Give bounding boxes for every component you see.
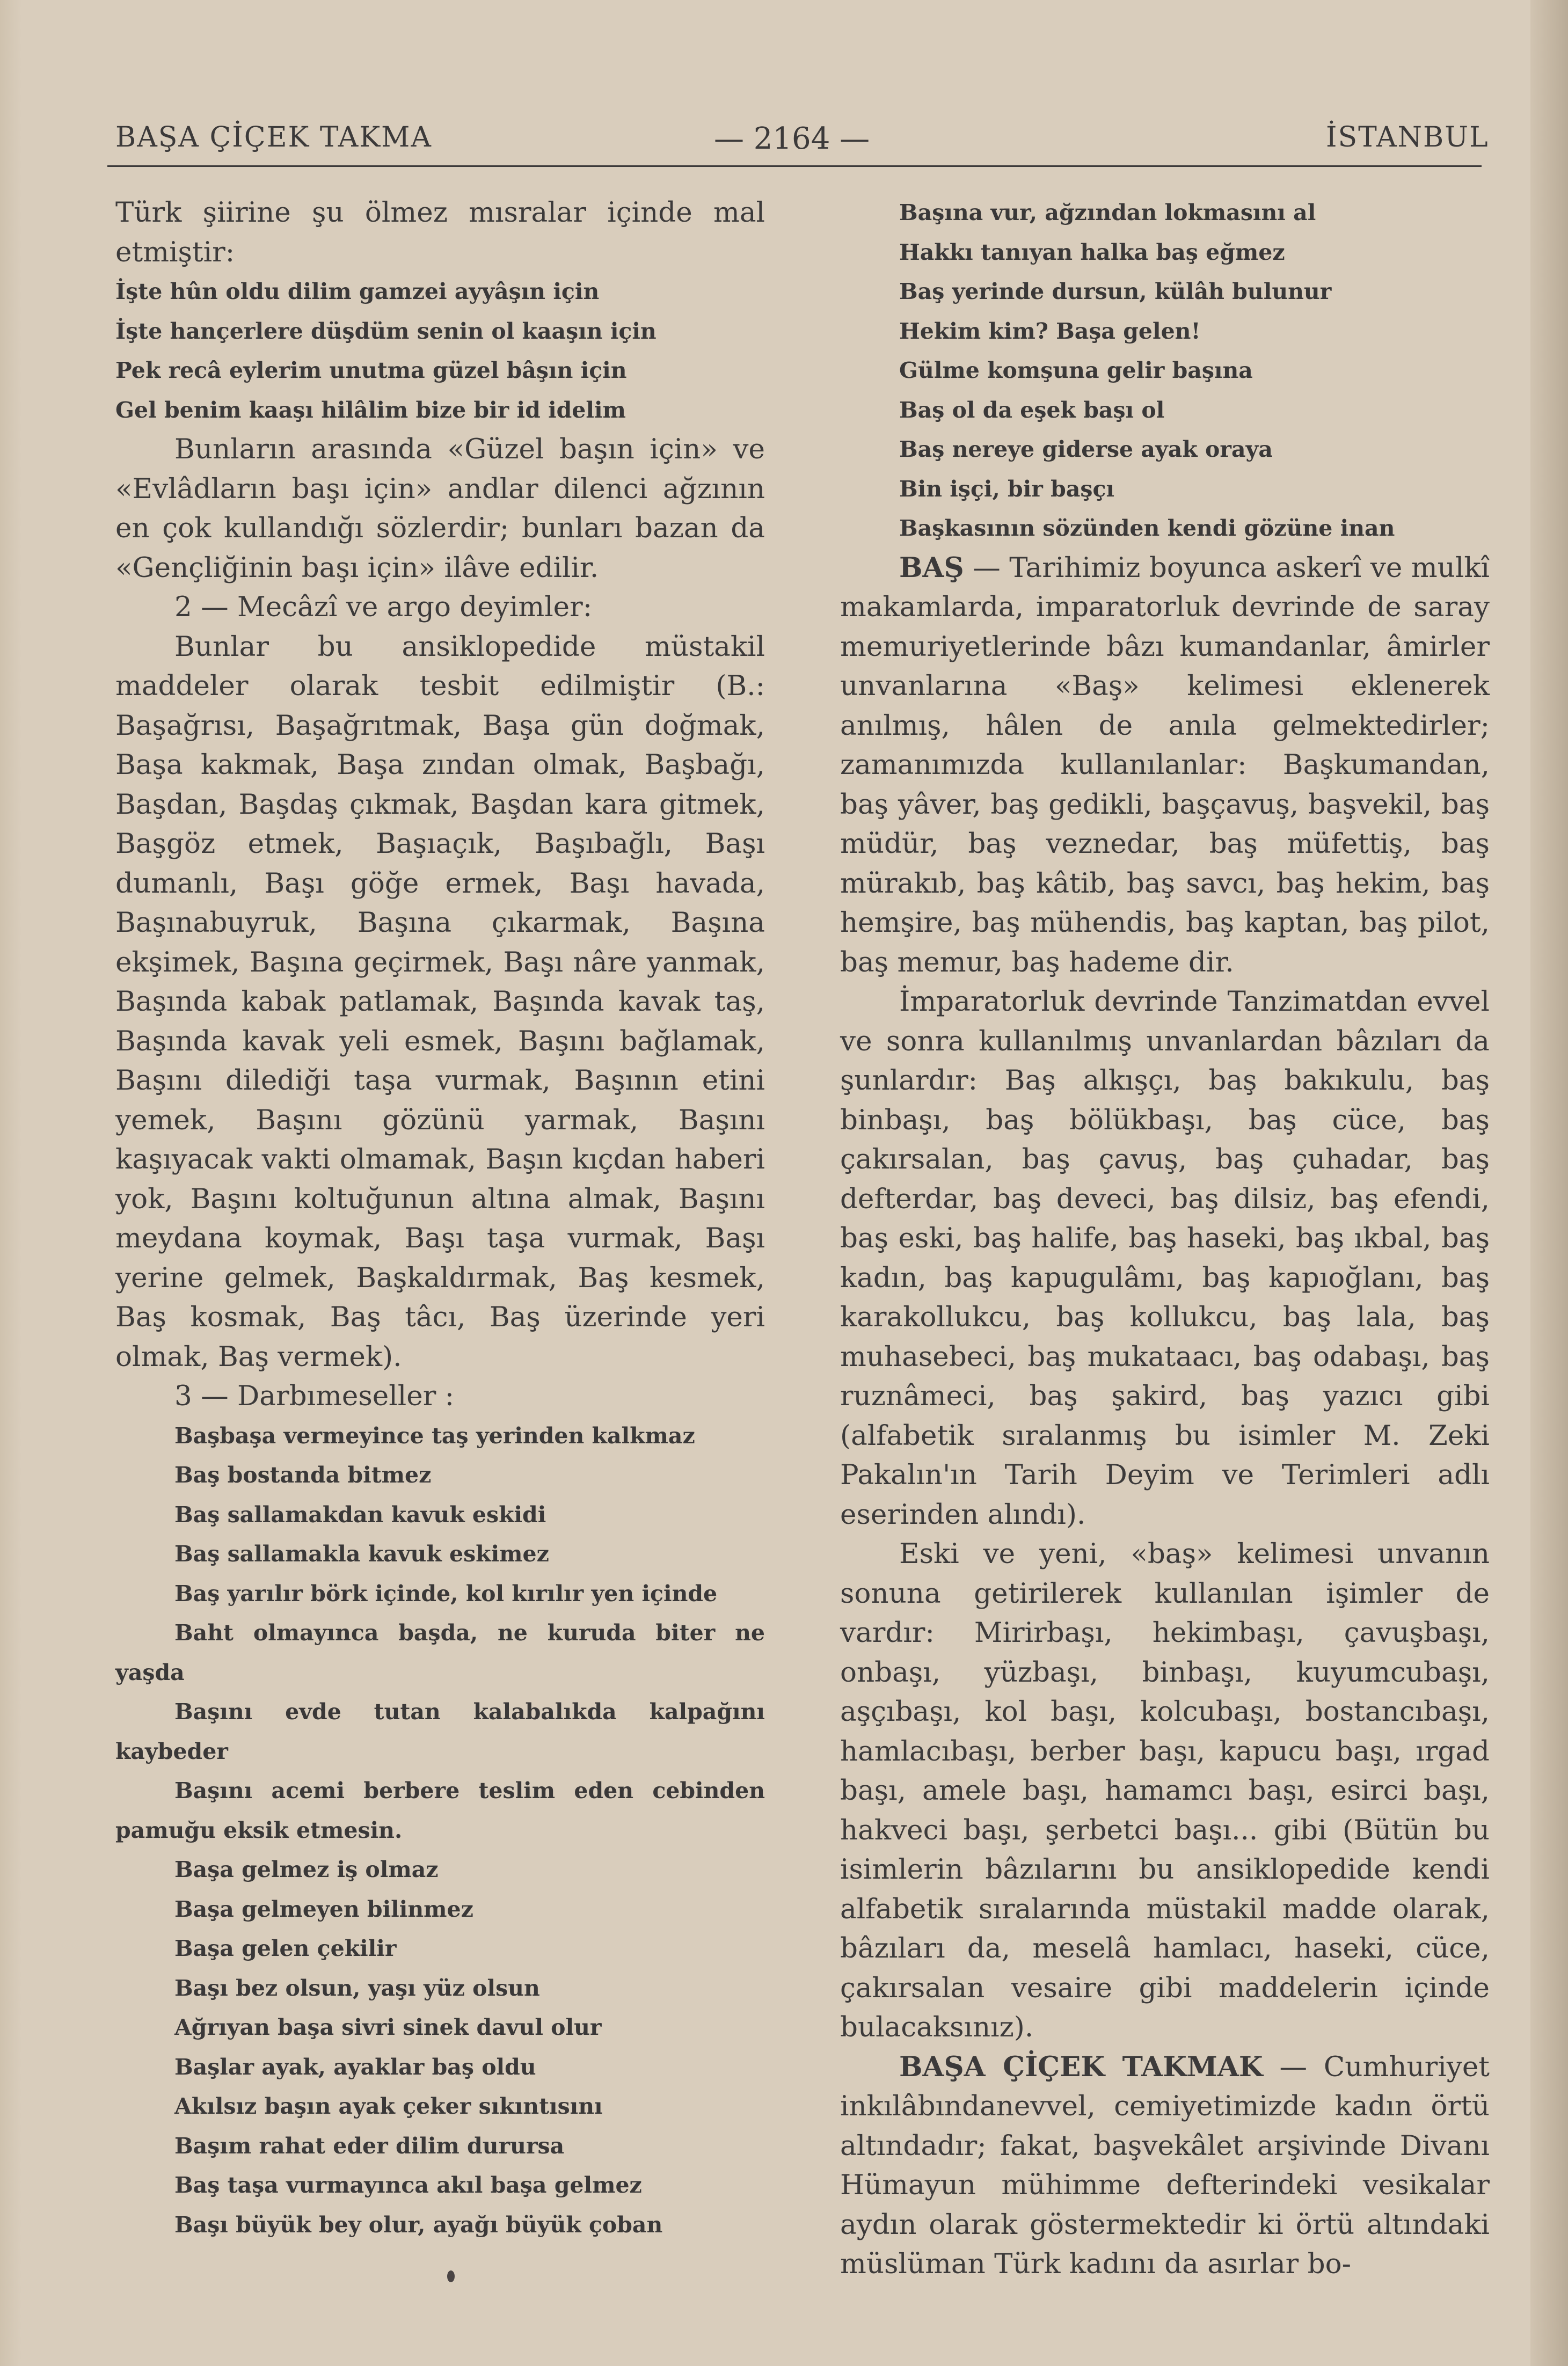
proverb-line: Başa gelmeyen bilinmez	[174, 1896, 473, 1922]
proverb-line: Başı büyük bey olur, ayağı büyük çoban	[174, 2211, 663, 2238]
verse-line: Pek recâ eylerim unutma güzel bâşın için	[115, 357, 627, 383]
entry-term-bas: BAŞ	[899, 551, 964, 584]
proverb-line: Akılsız başın ayak çeker sıkıntısını	[174, 2093, 603, 2119]
page-number: — 2164 —	[714, 121, 870, 156]
page-edge-left	[0, 0, 21, 2366]
right-column	[840, 193, 1490, 2284]
header-rule	[107, 165, 1482, 167]
proverb-line: Başlar ayak, ayaklar baş oldu	[174, 2054, 536, 2080]
proverb-line: Başını evde tutan kalabalıkda kalpağını kaybeder	[115, 1699, 765, 1764]
left-column	[115, 193, 765, 2245]
proverb-line: Başa gelen çekilir	[174, 1936, 397, 1961]
running-head-right: İSTANBUL	[1326, 121, 1489, 154]
verse-line: İşte hûn oldu dilim gamzei ayyâşın için	[115, 279, 600, 304]
running-head-left: BAŞA ÇİÇEK TAKMA	[115, 121, 432, 154]
proverb-line: Başım rahat eder dilim durursa	[174, 2133, 565, 2159]
entry-text-basa-cicek-takmak: — Cumhuriyet inkılâbındanevvel, cemiyetimizde kadın örtü altındadır; fakat, başvekâlet arşivinde Divanı Hümayun mühimme defterindeki vesikalar aydın olarak göstermektedir ki örtü altındaki müslüman Türk kadını da asırlar bo-	[840, 2050, 1490, 2280]
proverb-line: Baş nereye giderse ayak oraya	[899, 436, 1273, 462]
proverb-line: Baş sallamakdan kavuk eskidi	[174, 1501, 546, 1528]
proverb-line: Başa gelmez iş olmaz	[174, 1857, 439, 1882]
paragraph-intro: Türk şiirine şu ölmez mısralar içinde mal etmiştir:	[115, 196, 765, 268]
proverb-line: Baş yerinde dursun, külâh bulunur	[899, 279, 1332, 304]
proverb-line: Gülme komşuna gelir başına	[899, 357, 1253, 383]
proverb-line: Başbaşa vermeyince taş yerinden kalkmaz	[174, 1422, 695, 1449]
proverb-line: Bin işçi, bir başçı	[899, 476, 1115, 502]
paragraph-imperial-titles: İmparatorluk devrinde Tanzimatdan evvel ve sonra kullanılmış unvanlardan bâzıları da şunlardır: Baş alkışçı, baş bakıkulu, baş binbaşı, baş bölükbaşı, baş cüce, baş çakırsalan, baş çavuş, baş çuhadar, baş defterdar, baş deveci, baş dilsiz, baş efendi, baş eski, baş halife, baş haseki, baş ıkbal, baş kadın, baş kapugulâmı, baş kapıoğlanı, baş karakollukcu, baş kollukcu, baş lala, baş muhasebeci, baş mukataacı, baş odabaşı, baş ruznâmeci, baş şakird, baş yazıcı gibi (alfabetik sıralanmış bu isimler M. Zeki Pakalın'ın Tarih Deyim ve Terimleri adlı eserinden alındı).	[840, 985, 1490, 1531]
verse-line: Gel benim kaaşı hilâlim bize bir id idelim	[115, 397, 626, 423]
page-edge-right	[1530, 0, 1568, 2366]
paragraph-suffix-titles: Eski ve yeni, «baş» kelimesi unvanın sonuna getirilerek kullanılan işimler de vardır: Mirirbaşı, hekimbaşı, çavuşbaşı, onbaşı, yüzbaşı, binbaşı, kuyumcubaşı, aşçıbaşı, kol başı, kolcubaşı, bostancıbaşı, hamlacıbaşı, berber başı, kapucu başı, ırgad başı, amele başı, hamamcı başı, esirci başı, hakveci başı, şerbetci başı... gibi (Bütün bu isimlerin bâzılarını bu ansiklopedide kendi alfabetik sıralarında müstakil madde olarak, bâzıları da, meselâ hamlacı, haseki, cüce, çakırsalan vesaire gibi maddelerin içinde bulacaksınız).	[840, 1538, 1490, 2043]
proverb-line: Hekim kim? Başa gelen!	[899, 318, 1201, 344]
section-heading-idioms: 2 — Mecâzî ve argo deyimler:	[174, 591, 593, 623]
ink-dot	[447, 2270, 455, 2282]
proverb-line: Ağrıyan başa sivri sinek davul olur	[174, 2014, 602, 2040]
entry-bas	[840, 549, 1490, 983]
paragraph-oaths: Bunların arasında «Güzel başın için» ve «Evlâdların başı için» andlar dilenci ağzının en çok kullandığı sözlerdir; bunları bazan da «Gençliğinin başı için» ilâve edilir.	[115, 433, 765, 584]
proverb-line: Baş sallamakla kavuk eskimez	[174, 1541, 549, 1567]
proverb-line: Baş taşa vurmayınca akıl başa gelmez	[174, 2172, 642, 2198]
proverb-line: Başkasının sözünden kendi gözüne inan	[899, 515, 1395, 541]
section-heading-proverbs: 3 — Darbımeseller :	[174, 1380, 455, 1412]
proverb-line: Başı bez olsun, yaşı yüz olsun	[174, 1975, 540, 2001]
proverb-line: Başına vur, ağzından lokmasını al	[899, 200, 1316, 225]
proverb-line: Başını acemi berbere teslim eden cebinden pamuğu eksik etmesin.	[115, 1778, 765, 1843]
proverb-line: Baş bostanda bitmez	[174, 1462, 432, 1488]
entry-term-basa-cicek-takmak: BAŞA ÇİÇEK TAKMAK	[899, 2050, 1263, 2083]
proverb-line: Baht olmayınca başda, ne kuruda biter ne yaşda	[115, 1620, 765, 1685]
entry-basa-cicek-takmak	[840, 2048, 1490, 2284]
paragraph-idioms: Bunlar bu ansiklopedide müstakil maddeler olarak tesbit edilmiştir (B.: Başağrısı, Başağrıtmak, Başa gün doğmak, Başa kakmak, Başa zından olmak, Başbağı, Başdan, Başdaş çıkmak, Başdan kara gitmek, Başgöz etmek, Başıaçık, Başıbağlı, Başı dumanlı, Başı göğe ermek, Başı havada, Başınabuyruk, Başına çıkarmak, Başına ekşimek, Başına geçirmek, Başı nâre yanmak, Başında kabak patlamak, Başında kavak taş, Başında kavak yeli esmek, Başını bağlamak, Başını dilediği taşa vurmak, Başının etini yemek, Başını gözünü yarmak, Başını kaşıyacak vakti olmamak, Başın kıçdan haberi yok, Başını koltuğunun altına almak, Başını meydana koymak, Başı taşa vurmak, Başı yerine gelmek, Başkaldırmak, Baş kesmek, Baş kosmak, Baş tâcı, Baş üzerinde yeri olmak, Baş vermek).	[115, 630, 765, 1373]
proverb-line: Hakkı tanıyan halka baş eğmez	[899, 239, 1285, 265]
proverb-line: Baş yarılır börk içinde, kol kırılır yen içinde	[174, 1580, 718, 1606]
entry-text-bas: — Tarihimiz boyunca askerî ve mulkî makamlarda, imparatorluk devrinde de saray memuriyetlerinde bâzı kumandanlar, âmirler unvanlarına «Baş» kelimesi eklenerek anılmış, hâlen de anıla gelmektedirler; zamanımızda kullanılanlar: Başkumandan, baş yâver, baş gedikli, başçavuş, başvekil, baş müdür, baş veznedar, baş müfettiş, baş mürakıb, baş kâtib, baş savcı, baş hekim, baş hemşire, baş mühendis, baş kaptan, baş pilot, baş memur, baş hademe dir.	[840, 551, 1490, 978]
proverb-line: Baş ol da eşek başı ol	[899, 397, 1165, 423]
verse-line: İşte hançerlere düşdüm senin ol kaaşın için	[115, 318, 657, 344]
